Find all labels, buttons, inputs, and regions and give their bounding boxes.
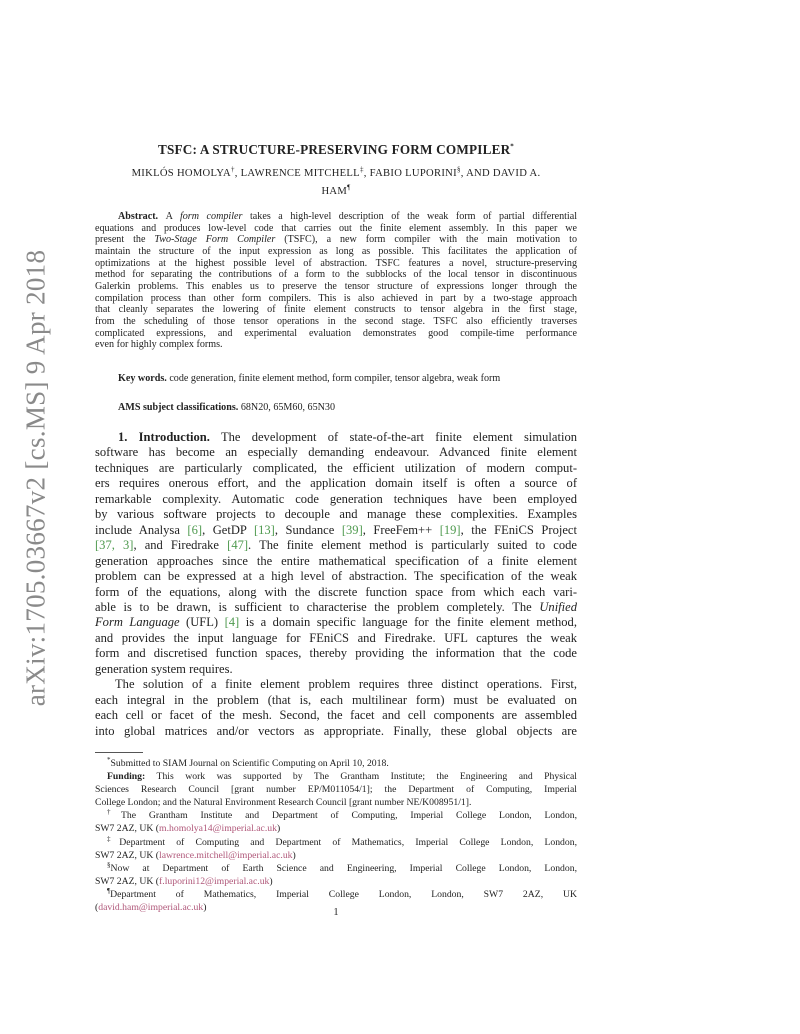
text-line	[95, 211, 577, 223]
text-line	[95, 316, 577, 328]
footnote-rule	[95, 752, 143, 753]
text-run: into global matrices and/or vectors as appropriate. Finally, these global objects are	[95, 723, 577, 738]
text-run: optimizations at the highest possible level of abstraction. TSFC features a novel, structure-preserving	[95, 257, 577, 269]
footnote-mark: †	[230, 165, 235, 174]
emphasis-text: Form Language	[95, 615, 180, 630]
text-run: include Analysa	[95, 522, 188, 537]
text-line	[95, 538, 577, 553]
keywords-label: Key words.	[118, 373, 167, 384]
text-run: present the	[95, 234, 155, 246]
text-line	[95, 693, 577, 708]
footnote-line	[95, 796, 577, 809]
text-line	[95, 569, 577, 584]
text-line	[95, 328, 577, 340]
ams-text: 68N20, 65M60, 65N30	[240, 402, 336, 413]
emphasis-text: form compiler	[179, 211, 243, 222]
text-run: Department of Computing and Department of Mathematics, Imperial College London, London,	[119, 836, 577, 848]
text-run: , FABIO LUPORINI	[363, 168, 457, 179]
text-run: able is to be drawn, is sufficient to characterise the problem completely. The	[95, 599, 540, 614]
text-run: and provides the input language for FEniCS and Firedrake. UFL captures the weak	[95, 630, 577, 645]
text-run: , Sundance	[274, 522, 342, 537]
email-link[interactable]: f.luporini12@imperial.ac.uk	[159, 875, 270, 887]
text-run: The Grantham Institute and Department of Computing, Imperial College London, London,	[120, 810, 578, 822]
text-line	[95, 281, 577, 293]
text-run: )	[269, 875, 273, 887]
text-run: form of the equations, along with the discrete function space from which each vari-	[95, 584, 577, 599]
text-run: equations and produces low-level code that carries out the finite element assembly. In this paper we	[95, 222, 577, 234]
citation-link: [47]	[227, 538, 249, 553]
text-run: each integral in the problem (that is, each multilinear form) must be evaluated on	[95, 692, 577, 707]
text-line	[95, 293, 577, 305]
author-line	[95, 183, 577, 201]
text-line	[95, 554, 577, 569]
footnotes	[95, 757, 577, 914]
footnote-line	[95, 849, 577, 862]
ams-classifications	[95, 402, 600, 413]
text-run: method for separating the contributions of a form to the subblocks of the local tensor in discontinuous	[95, 269, 577, 281]
text-run: . The finite element method is particularly suited to code	[248, 538, 577, 553]
footnote-line	[95, 770, 577, 783]
text-run: )	[292, 849, 296, 861]
footnote-mark: ¶	[347, 183, 351, 192]
text-run: The development of state-of-the-art finite element simulation	[209, 430, 577, 444]
text-run: )	[276, 823, 281, 835]
footnote-line	[95, 862, 577, 875]
introduction-section	[95, 430, 577, 739]
email-link[interactable]: m.homolya14@imperial.ac.uk	[159, 823, 277, 835]
text-line	[95, 724, 577, 739]
citation-link: [37, 3]	[95, 538, 134, 553]
text-run: takes a high-level description of the weak form of partial differential	[242, 211, 578, 222]
text-line	[95, 223, 577, 235]
text-run: complicated expressions, and experimental evaluation demonstrates good compile-time performance	[95, 327, 577, 339]
ams-label: AMS subject classifications.	[118, 402, 239, 413]
text-run: This work was supported by The Grantham Institute; the Engineering and Physical	[145, 771, 577, 783]
text-run: remarkable complexity. Automatic code generation techniques have been employed	[95, 491, 577, 506]
citation-link: [19]	[439, 522, 461, 537]
email-link[interactable]: lawrence.mitchell@imperial.ac.uk	[159, 849, 293, 861]
text-run: )	[203, 902, 207, 914]
text-run: each cell or facet of the mesh. Second, the facet and cell components are assembled	[95, 708, 577, 723]
text-run: HAM	[321, 186, 348, 197]
text-run: SW7 2AZ, UK (	[95, 849, 160, 861]
text-run: College London; and the Natural Environment Research Council [grant number NE/K008951/1].	[95, 797, 472, 809]
text-line	[95, 476, 577, 491]
page-number: 1	[333, 907, 339, 918]
text-run: MIKLÓS HOMOLYA	[131, 168, 231, 179]
text-run: , the FEniCS Project	[460, 522, 577, 537]
text-run: (TSFC), a new form compiler with the main motivation to	[275, 234, 578, 246]
text-line	[95, 600, 577, 615]
text-run: (UFL)	[179, 615, 225, 630]
text-run: from the scheduling of those tensor operations in the second stage. TSFC also efficiently traverses	[95, 315, 577, 327]
text-run: Submitted to SIAM Journal on Scientific Computing on April 10, 2018.	[110, 758, 389, 769]
title-footnote-mark: *	[510, 142, 514, 151]
text-line	[95, 269, 577, 281]
text-run: Sciences Research Council [grant number EP/M011054/1]; the Department of Computing, Imperial	[95, 784, 577, 796]
title-text: TSFC: A STRUCTURE-PRESERVING FORM COMPILER	[157, 142, 511, 157]
footnote-line	[95, 836, 577, 849]
footnote-mark: §	[456, 165, 461, 174]
text-run: generation approaches since the entire mathematical specification of a finite element	[95, 553, 577, 568]
footnote-line	[95, 809, 577, 822]
text-line	[95, 646, 577, 661]
text-line	[95, 523, 577, 538]
bold-label: 1. Introduction.	[118, 430, 210, 444]
text-line	[95, 492, 577, 507]
footnote-line	[95, 757, 577, 770]
footnote-mark: ‡	[359, 165, 364, 174]
text-line	[95, 234, 577, 246]
text-run: SW7 2AZ, UK (	[95, 875, 160, 887]
text-run: even for highly complex forms.	[95, 339, 223, 351]
text-line	[95, 339, 577, 351]
text-line	[95, 461, 577, 476]
footnote-mark: ‡	[107, 834, 120, 843]
bold-label: Abstract.	[118, 211, 166, 222]
text-line	[95, 677, 577, 692]
text-run: A	[165, 211, 180, 222]
text-line	[95, 246, 577, 258]
text-run: problem can be expressed at a high level of abstraction. The specification of the weak	[95, 569, 577, 584]
footnote-mark: ¶	[107, 886, 111, 895]
text-run: , GetDP	[202, 522, 254, 537]
text-run: generation system requires.	[95, 661, 233, 676]
text-run: is a domain specific language for the finite element method,	[239, 615, 577, 630]
text-line	[95, 507, 577, 522]
text-run: , LAWRENCE MITCHELL	[234, 168, 360, 179]
text-run: compilation process than other form compilers. This is also achieved in part by a two-stage approach	[95, 292, 577, 304]
text-run: The solution of a finite element problem requires three distinct operations. First,	[115, 677, 577, 692]
text-run: , AND DAVID A.	[460, 168, 541, 179]
footnote-line	[95, 822, 577, 835]
text-line	[95, 662, 577, 677]
abstract	[95, 211, 577, 351]
text-line	[95, 445, 577, 460]
text-run: SW7 2AZ, UK (	[95, 823, 160, 835]
footnote-mark: §	[107, 860, 111, 869]
text-run: (	[95, 902, 99, 914]
emphasis-text: Unified	[539, 599, 577, 614]
text-line	[95, 258, 577, 270]
paragraph	[95, 430, 577, 677]
author-list	[95, 165, 577, 201]
author-line	[95, 165, 577, 183]
text-run: techniques are particularly complicated, the efficient utilization of modern comput-	[95, 460, 577, 475]
text-run: Now at Department of Earth Science and Engineering, Imperial College London, London,	[110, 862, 577, 874]
footnote-mark: *	[107, 755, 111, 764]
text-line	[95, 430, 577, 445]
keywords	[95, 373, 600, 384]
text-run: by various software projects to decouple and manage these complexities. Examples	[95, 507, 577, 522]
email-link[interactable]: david.ham@imperial.ac.uk	[98, 902, 204, 914]
text-run: , and Firedrake	[133, 538, 228, 553]
paper-title	[95, 142, 577, 158]
emphasis-text: Two-Stage Form Compiler	[154, 234, 276, 246]
text-line	[95, 708, 577, 723]
text-run: Galerkin problems. This enables us to preserve the tensor structure of expressions longer through the	[95, 280, 577, 292]
text-run: software has become an especially demanding endeavour. Advanced finite element	[95, 445, 577, 460]
citation-link: [6]	[187, 522, 203, 537]
footnote-line	[95, 888, 577, 901]
text-run: , FreeFem++	[362, 522, 440, 537]
keywords-text: code generation, finite element method, form compiler, tensor algebra, weak form	[169, 373, 501, 384]
text-line	[95, 585, 577, 600]
text-line	[95, 304, 577, 316]
text-run: maintain the structure of the input expression as long as possible. This facilitates the application of	[95, 245, 577, 257]
footnote-line	[95, 783, 577, 796]
citation-link: [39]	[341, 522, 363, 537]
arxiv-identifier-sidebar: arXiv:1705.03667v2 [cs.MS] 9 Apr 2018	[20, 249, 51, 707]
footnote-mark: †	[107, 808, 121, 817]
citation-link: [13]	[253, 522, 275, 537]
paragraph	[95, 677, 577, 739]
text-run: that cleanly separates the lowering of finite element constructs to tensor algebra in the first stage,	[95, 304, 577, 316]
text-line	[95, 615, 577, 630]
text-line	[95, 631, 577, 646]
text-run: form and discretised function spaces, thereby providing the information that the code	[95, 646, 577, 661]
text-run: Department of Mathematics, Imperial College London, London, SW7 2AZ, UK	[110, 888, 577, 900]
bold-label: Funding:	[107, 771, 146, 783]
citation-link: [4]	[224, 615, 240, 630]
text-run: ers requires onerous effort, and the application domain itself is often a source of	[95, 476, 577, 491]
footnote-line	[95, 875, 577, 888]
